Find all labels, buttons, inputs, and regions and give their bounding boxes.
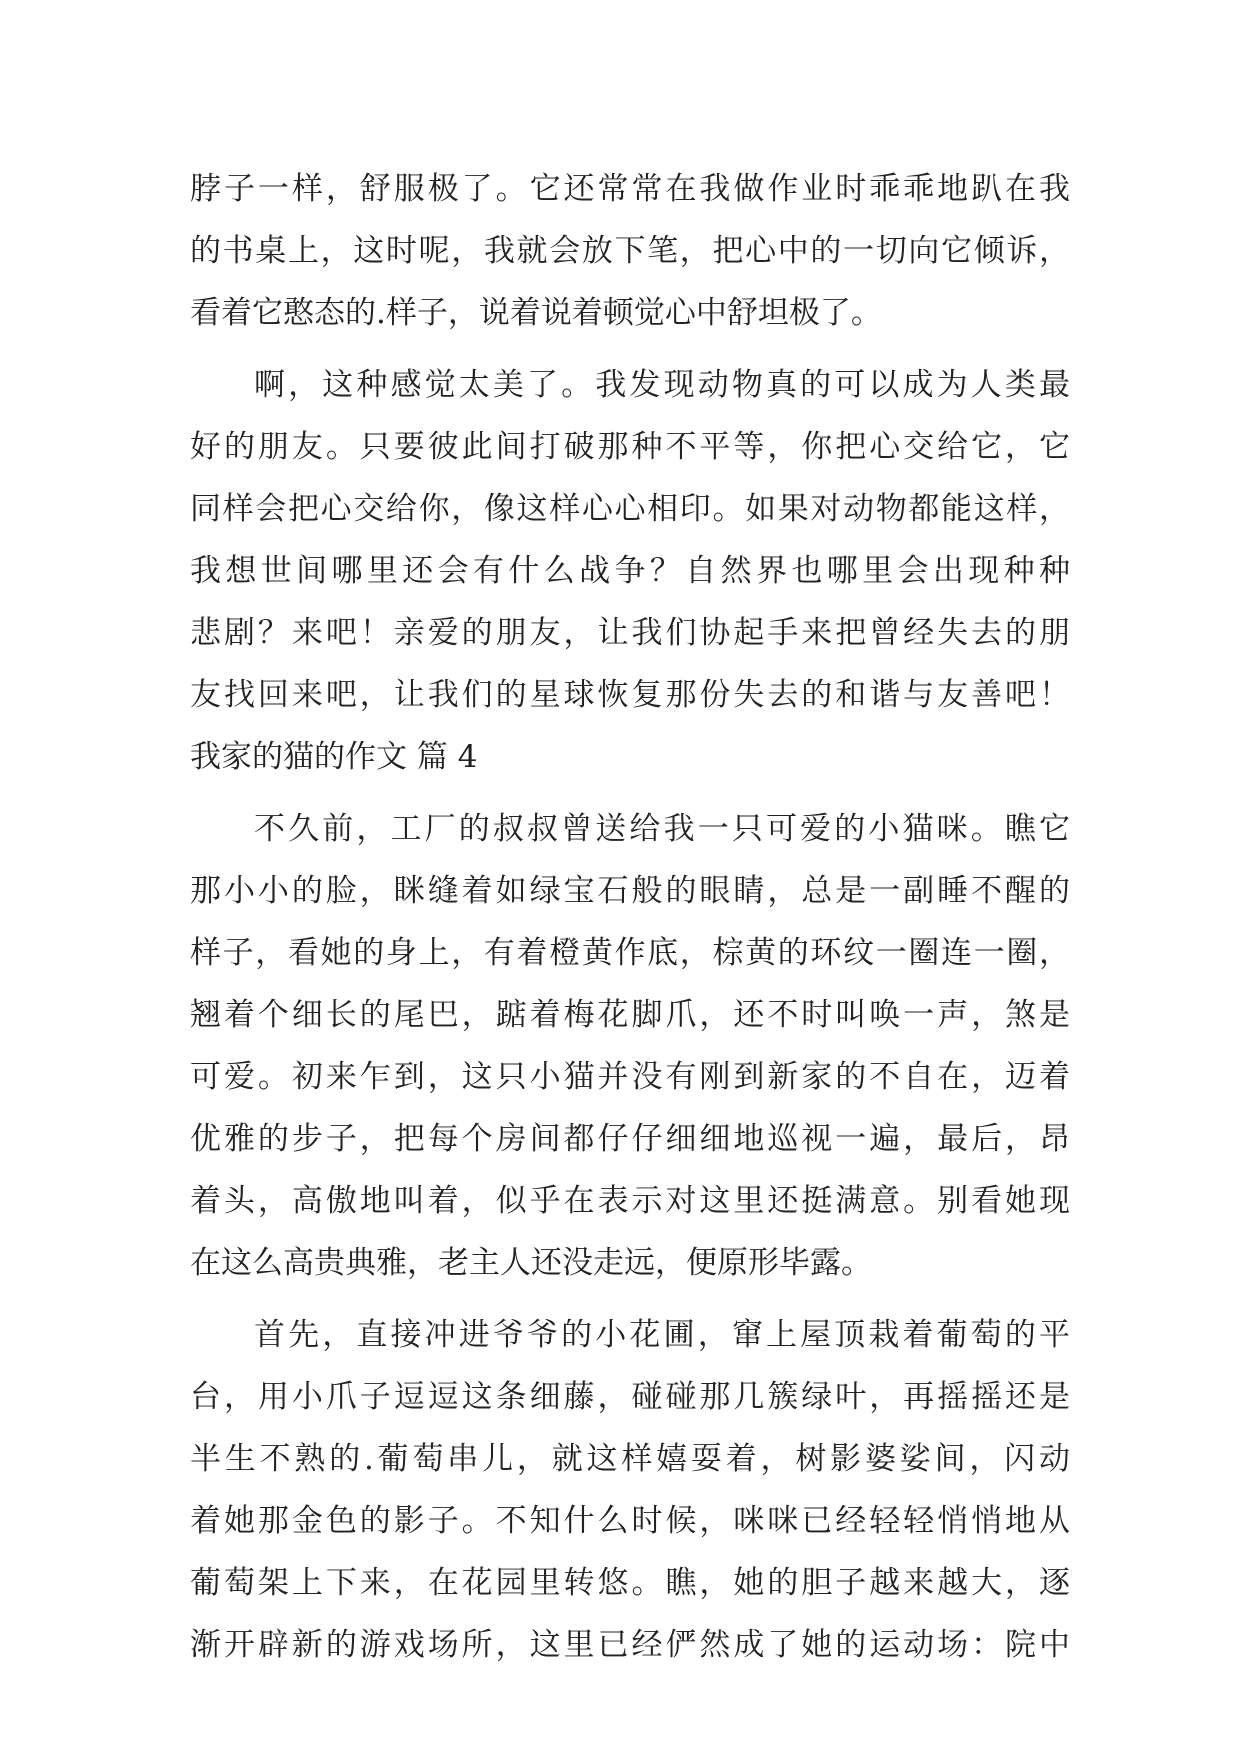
paragraph-gap xyxy=(190,788,1070,798)
paragraph-gap xyxy=(190,1294,1070,1304)
paragraph-3 xyxy=(190,798,1070,1294)
text-line: 悲剧？来吧！亲爱的朋友，让我们协起手来把曾经失去的朋 xyxy=(190,615,1070,651)
paragraph-4 xyxy=(190,1304,1070,1676)
text-line: 那小小的脸，眯缝着如绿宝石般的眼睛，总是一副睡不醒的 xyxy=(190,873,1070,909)
text-line: 我想世间哪里还会有什么战争？自然界也哪里会出现种种 xyxy=(190,553,1070,589)
document-body xyxy=(190,158,1070,1676)
text-line: 友找回来吧，让我们的星球恢复那份失去的和谐与友善吧！ xyxy=(190,677,1070,713)
section-heading: 我家的猫的作文 篇 4 xyxy=(190,739,478,775)
text-line: 不久前，工厂的叔叔曾送给我一只可爱的小猫咪。瞧它 xyxy=(254,811,1070,847)
text-line: 啊，这种感觉太美了。我发现动物真的可以成为人类最 xyxy=(254,367,1070,403)
text-line: 台，用小爪子逗逗这条细藤，碰碰那几簇绿叶，再摇摇还是 xyxy=(190,1379,1070,1415)
text-line: 的书桌上，这时呢，我就会放下笔，把心中的一切向它倾诉， xyxy=(190,233,1070,269)
text-line: 着她那金色的影子。不知什么时候，咪咪已经轻轻悄悄地从 xyxy=(190,1503,1070,1539)
text-line: 葡萄架上下来，在花园里转悠。瞧，她的胆子越来越大，逐 xyxy=(190,1565,1070,1601)
paragraph-2 xyxy=(190,354,1070,726)
text-line: 好的朋友。只要彼此间打破那种不平等，你把心交给它，它 xyxy=(190,429,1070,465)
paragraph-1 xyxy=(190,158,1070,344)
text-line: 首先，直接冲进爷爷的小花圃，窜上屋顶栽着葡萄的平 xyxy=(254,1317,1070,1353)
text-line: 脖子一样，舒服极了。它还常常在我做作业时乖乖地趴在我 xyxy=(190,171,1070,207)
text-line: 渐开辟新的游戏场所，这里已经俨然成了她的运动场：院中 xyxy=(190,1627,1070,1663)
text-line: 可爱。初来乍到，这只小猫并没有刚到新家的不自在，迈着 xyxy=(190,1059,1070,1095)
text-line: 优雅的步子，把每个房间都仔仔细细地巡视一遍，最后，昂 xyxy=(190,1121,1070,1157)
text-line: 在这么高贵典雅，老主人还没走远，便原形毕露。 xyxy=(190,1245,872,1281)
text-line: 样子，看她的身上，有着橙黄作底，棕黄的环纹一圈连一圈， xyxy=(190,935,1070,971)
text-line: 同样会把心交给你，像这样心心相印。如果对动物都能这样， xyxy=(190,491,1070,527)
text-line: 半生不熟的.葡萄串儿，就这样嬉耍着，树影婆娑间，闪动 xyxy=(190,1441,1070,1477)
text-line: 翘着个细长的尾巴，踮着梅花脚爪，还不时叫唤一声，煞是 xyxy=(190,997,1070,1033)
text-line: 着头，高傲地叫着，似乎在表示对这里还挺满意。别看她现 xyxy=(190,1183,1070,1219)
paragraph-gap xyxy=(190,344,1070,354)
text-line: 看着它憨态的.样子，说着说着顿觉心中舒坦极了。 xyxy=(190,295,882,331)
